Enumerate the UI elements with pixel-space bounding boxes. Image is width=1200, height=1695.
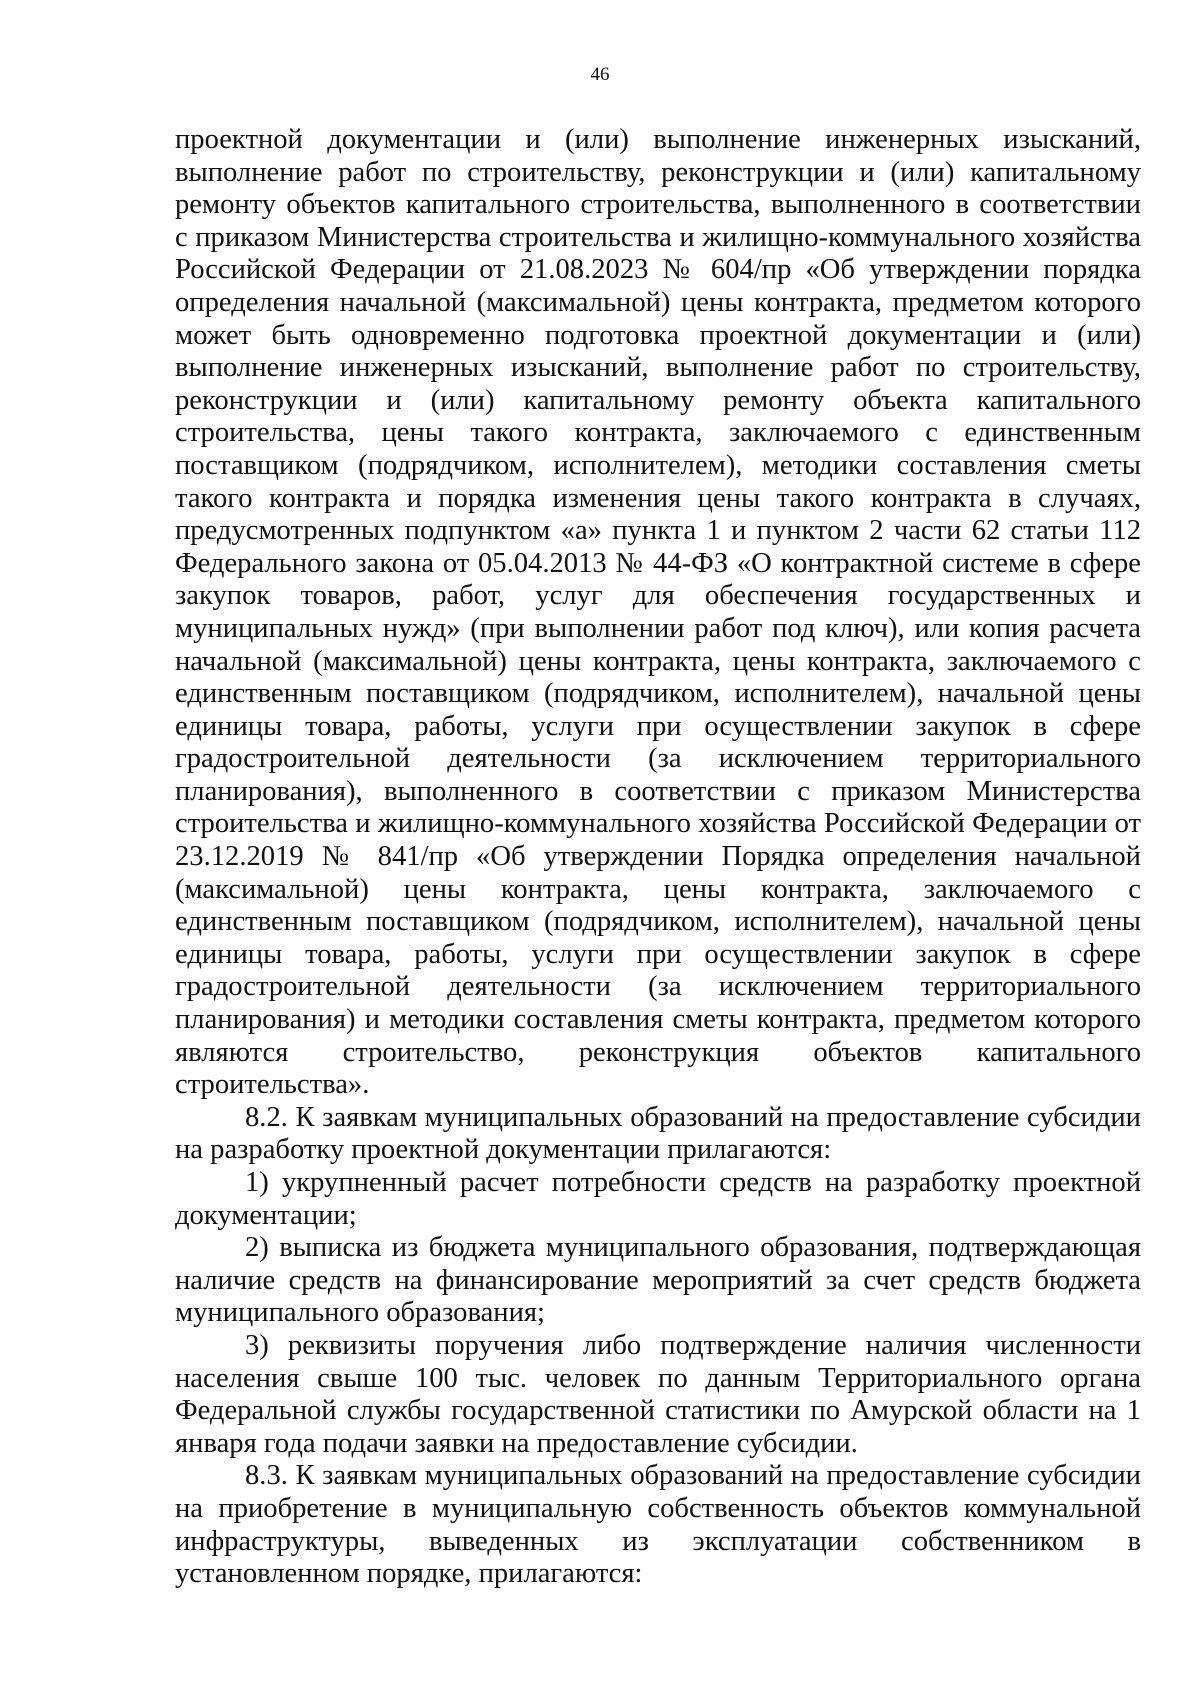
page-number: 46 <box>590 64 610 85</box>
paragraph-item-1: 1) укрупненный расчет потребности средств на разработку проектной документации; <box>175 1167 1141 1231</box>
paragraph-clause-8-2: 8.2. К заявкам муниципальных образований на предоставление субсидии на разработку проектной документации прилагаются: <box>175 1101 1141 1166</box>
paragraph-continuation: проектной документации и (или) выполнение инженерных изысканий, выполнение работ по строительству, реконструкции и (или) капитальному ремонту объектов капитального строительства, выполненного в соответствии с приказом Министерства строительства и жилищно-коммунального хозяйства Российской Федерации от 21.08.2023 № 604/пр «Об утверждении порядка определения начальной (максимальной) цены контракта, предметом которого может быть одновременно подготовка проектной документации и (или) выполнение инженерных изысканий, выполнение работ по строительству, реконструкции и (или) капитальному ремонту объекта капитального строительства, цены такого контракта, заключаемого с единственным поставщиком (подрядчиком, исполнителем), методики составления сметы такого контракта и порядка изменения цены такого контракта в случаях, предусмотренных подпунктом «а» пункта 1 и пунктом 2 части 62 статьи 112 Федерального закона от 05.04.2013 № 44-ФЗ «О контрактной системе в сфере закупок товаров, работ, услуг для обеспечения государственных и муниципальных нужд» (при выполнении работ под ключ), или копия расчета начальной (максимальной) цены контракта, цены контракта, заключаемого с единственным поставщиком (подрядчиком, исполнителем), начальной цены единицы товара, работы, услуги при осуществлении закупок в сфере градостроительной деятельности (за исключением территориального планирования), выполненного в соответствии с приказом Министерства строительства и жилищно-коммунального хозяйства Российской Федерации от 23.12.2019 № 841/пр «Об утверждении Порядка определения начальной (максимальной) цены контракта, цены контракта, заключаемого с единственным поставщиком (подрядчиком, исполнителем), начальной цены единицы товара, работы, услуги при осуществлении закупок в сфере градостроительной деятельности (за исключением территориального планирования) и методики составления сметы контракта, предметом которого являются строительство, реконструкция объектов капитального строительства». <box>175 124 1141 1101</box>
document-body <box>175 124 1141 1591</box>
paragraph-clause-8-3: 8.3. К заявкам муниципальных образований на предоставление субсидии на приобретение в муниципальную собственность объектов коммунальной инфраструктуры, выведенных из эксплуатации собственником в установленном порядке, прилагаются: <box>175 1460 1141 1590</box>
paragraph-item-3: 3) реквизиты поручения либо подтверждение наличия численности населения свыше 100 тыс. человек по данным Территориального органа Федеральной службы государственной статистики по Амурской области на 1 января года подачи заявки на предоставление субсидии. <box>175 1329 1141 1459</box>
paragraph-item-2: 2) выписка из бюджета муниципального образования, подтверждающая наличие средств на финансирование мероприятий за счет средств бюджета муниципального образования; <box>175 1232 1141 1329</box>
